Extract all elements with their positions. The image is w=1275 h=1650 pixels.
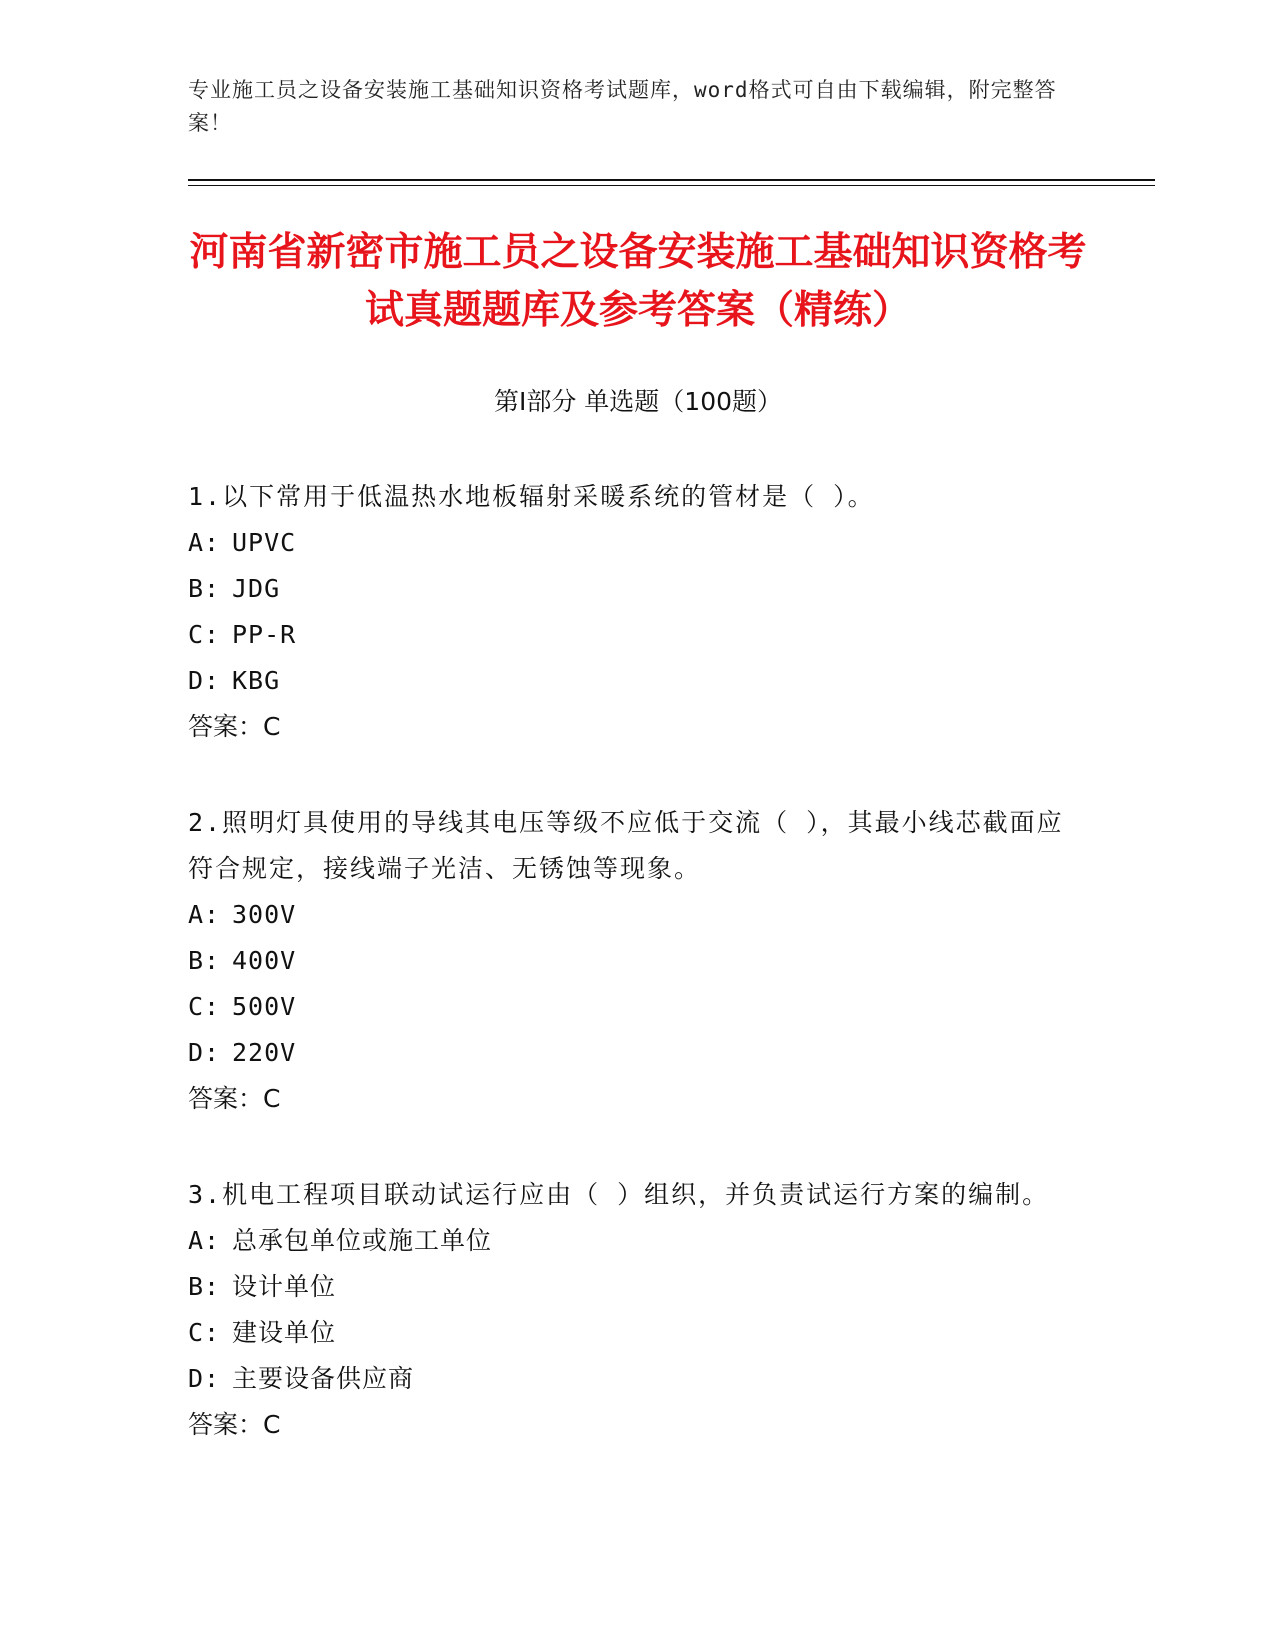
- option-text: 设计单位: [232, 1272, 337, 1301]
- option-letter: B:: [188, 574, 221, 603]
- question-stem: 1.以下常用于低温热水地板辐射采暖系统的管材是（ ）。: [188, 482, 875, 511]
- option-a: [188, 520, 1078, 566]
- document-title: 河南省新密市施工员之设备安装施工基础知识资格考试真题题库及参考答案（精练）: [189, 230, 1087, 333]
- option-text: 主要设备供应商: [232, 1364, 415, 1393]
- option-letter: A:: [188, 1226, 221, 1255]
- option-letter: A:: [188, 900, 221, 929]
- option-letter: B:: [188, 946, 221, 975]
- option-text: 220V: [232, 1038, 297, 1067]
- option-letter: B:: [188, 1272, 221, 1301]
- question-2: [188, 800, 1078, 1122]
- question-3: [188, 1172, 1078, 1448]
- option-d: [188, 1356, 1078, 1402]
- header-divider-thick: [188, 179, 1155, 181]
- option-a: [188, 1218, 1078, 1264]
- option-letter: D:: [188, 666, 221, 695]
- option-text: 400V: [232, 946, 297, 975]
- option-b: [188, 1264, 1078, 1310]
- option-text: 建设单位: [232, 1318, 337, 1347]
- answer: 答案：C: [188, 1410, 281, 1439]
- question-list: [188, 474, 1078, 1498]
- option-d: [188, 1030, 1078, 1076]
- header-divider-thin: [188, 185, 1155, 186]
- option-text: 300V: [232, 900, 297, 929]
- answer: 答案：C: [188, 712, 281, 741]
- option-letter: A:: [188, 528, 221, 557]
- option-d: [188, 658, 1078, 704]
- option-text: KBG: [232, 666, 281, 695]
- option-a: [188, 892, 1078, 938]
- option-text: PP-R: [232, 620, 297, 649]
- section-heading: 第I部分 单选题（100题）: [493, 387, 783, 416]
- question-1: [188, 474, 1078, 750]
- option-text: 总承包单位或施工单位: [232, 1226, 493, 1255]
- option-letter: D:: [188, 1364, 221, 1393]
- option-letter: C:: [188, 992, 221, 1021]
- option-c: [188, 1310, 1078, 1356]
- question-stem: 3.机电工程项目联动试运行应由（ ）组织，并负责试运行方案的编制。: [188, 1180, 1050, 1209]
- question-stem: 2.照明灯具使用的导线其电压等级不应低于交流（ ），其最小线芯截面应符合规定，接线端子光洁、无锈蚀等现象。: [188, 808, 1064, 883]
- option-text: 500V: [232, 992, 297, 1021]
- option-b: [188, 938, 1078, 984]
- option-text: UPVC: [232, 528, 297, 557]
- option-b: [188, 566, 1078, 612]
- option-c: [188, 984, 1078, 1030]
- option-letter: C:: [188, 1318, 221, 1347]
- option-text: JDG: [232, 574, 281, 603]
- answer: 答案：C: [188, 1084, 281, 1113]
- option-letter: C:: [188, 620, 221, 649]
- header-note: 专业施工员之设备安装施工基础知识资格考试题库，word格式可自由下载编辑，附完整答案！: [188, 78, 1057, 135]
- option-letter: D:: [188, 1038, 221, 1067]
- option-c: [188, 612, 1078, 658]
